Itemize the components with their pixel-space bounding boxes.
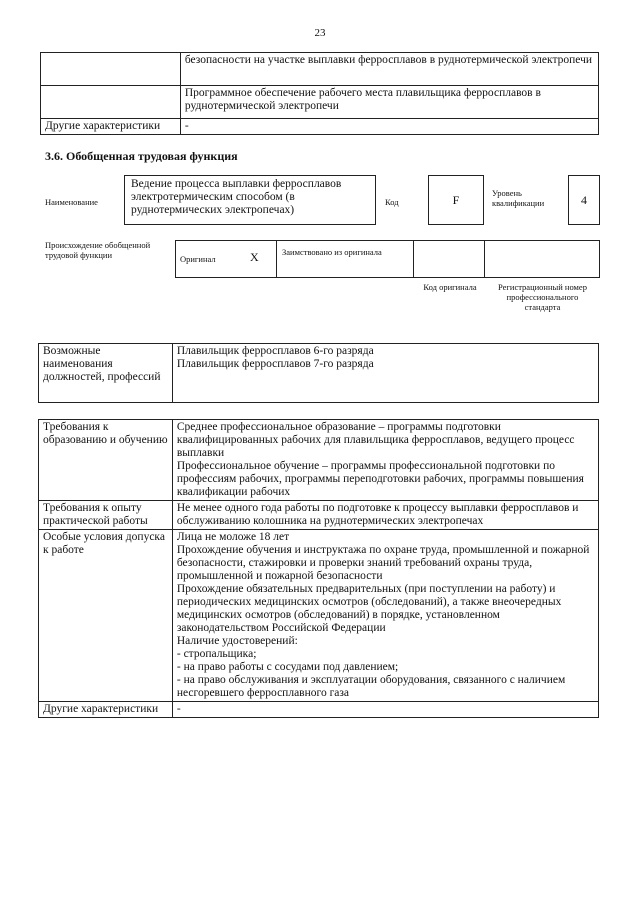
level-label: Уровень квалификации <box>492 188 545 208</box>
function-name-value: Ведение процесса выплавки ферросплавов электротермическим способом (в руднотермических электропечах) <box>131 178 342 216</box>
code-label: Код <box>385 197 399 207</box>
requirement-line: Не менее одного года работы по подготовке к процессу выплавки ферросплавов и обслуживанию колошника на руднотермических электропечах <box>176 502 579 527</box>
borrowed-label: Заимствовано из оригинала <box>282 247 382 257</box>
code-original-caption: Код оригинала <box>423 282 477 292</box>
level-value: 4 <box>581 193 587 207</box>
requirement-line: Среднее профессиональное образование – программы подготовки квалифицированных рабочих для плавильщика ферросплавов, ведущего процесс выплавки <box>176 421 575 459</box>
admission-label: Особые условия допуска к работе <box>39 530 173 702</box>
origin-divider <box>484 240 485 278</box>
education-values <box>172 420 598 501</box>
reg-number-caption: Регистрационный номер профессионального стандарта <box>498 282 587 312</box>
positions-table <box>38 343 599 403</box>
origin-divider <box>413 240 414 278</box>
table-row <box>39 420 599 501</box>
table-row <box>41 53 599 86</box>
position-item: Плавильщик ферросплавов 6-го разряда <box>176 345 374 357</box>
experience-label: Требования к опыту практической работы <box>39 501 173 530</box>
function-name-box <box>124 175 376 225</box>
origin-divider <box>276 240 277 278</box>
table-row <box>39 344 599 403</box>
table-row <box>39 501 599 530</box>
level-box <box>568 175 600 225</box>
top-characteristics-table <box>40 52 599 135</box>
requirement-line: - <box>176 703 181 715</box>
requirements-table <box>38 419 599 718</box>
origin-label: Происхождение обобщенной трудовой функции <box>45 240 151 260</box>
positions-label: Возможные наименования должностей, профессий <box>39 344 173 403</box>
other-characteristics-label: Другие характеристики <box>41 119 181 135</box>
code-value: F <box>452 193 460 207</box>
origin-box <box>175 240 600 278</box>
table-row <box>41 86 599 119</box>
table-cell-left <box>41 86 181 119</box>
code-box <box>428 175 484 225</box>
requirement-line: Прохождение обучения и инструктажа по охране труда, промышленной и пожарной безопасности, стажировки и проверки знаний требований охраны труда, промышленной и пожарной безопасности <box>176 544 590 582</box>
table-row <box>41 119 599 135</box>
original-label: Оригинал <box>180 254 216 264</box>
requirement-line: - стропальщика; <box>176 648 257 660</box>
requirement-line: Лица не моложе 18 лет <box>176 531 290 543</box>
education-label: Требования к образованию и обучению <box>39 420 173 501</box>
section-heading: 3.6. Обобщенная трудовая функция <box>45 149 238 163</box>
table-cell-left <box>41 53 181 86</box>
requirement-line: Профессиональное обучение – программы профессиональной подготовки по профессиям рабочих, программы переподготовки рабочих, программы повышения квалификации рабочих <box>176 460 584 498</box>
position-item: Плавильщик ферросплавов 7-го разряда <box>176 358 374 370</box>
table-cell-right: Программное обеспечение рабочего места плавильщика ферросплавов в руднотермической электропечи <box>180 86 598 119</box>
experience-values <box>172 501 598 530</box>
admission-values <box>172 530 598 702</box>
other-characteristics-label: Другие характеристики <box>39 702 173 718</box>
requirement-line: Наличие удостоверений: <box>176 635 298 647</box>
other-characteristics-value: - <box>180 119 598 135</box>
other-characteristics-value <box>172 702 598 718</box>
table-row <box>39 702 599 718</box>
name-label: Наименование <box>45 197 98 207</box>
original-mark: X <box>250 250 259 264</box>
page-number: 23 <box>314 27 326 39</box>
table-cell-right: безопасности на участке выплавки ферросплавов в руднотермической электропечи <box>180 53 598 86</box>
positions-values <box>172 344 598 403</box>
table-row <box>39 530 599 702</box>
requirement-line: Прохождение обязательных предварительных (при поступлении на работу) и периодических медицинских осмотров (обследований), а также внеочередных медицинских осмотров (обследований) в порядке, установленном законодательством Российской Федерации <box>176 583 562 634</box>
requirement-line: - на право работы с сосудами под давлением; <box>176 661 399 673</box>
requirement-line: - на право обслуживания и эксплуатации оборудования, связанного с наличием несгоревшего ферросплавного газа <box>176 674 566 699</box>
